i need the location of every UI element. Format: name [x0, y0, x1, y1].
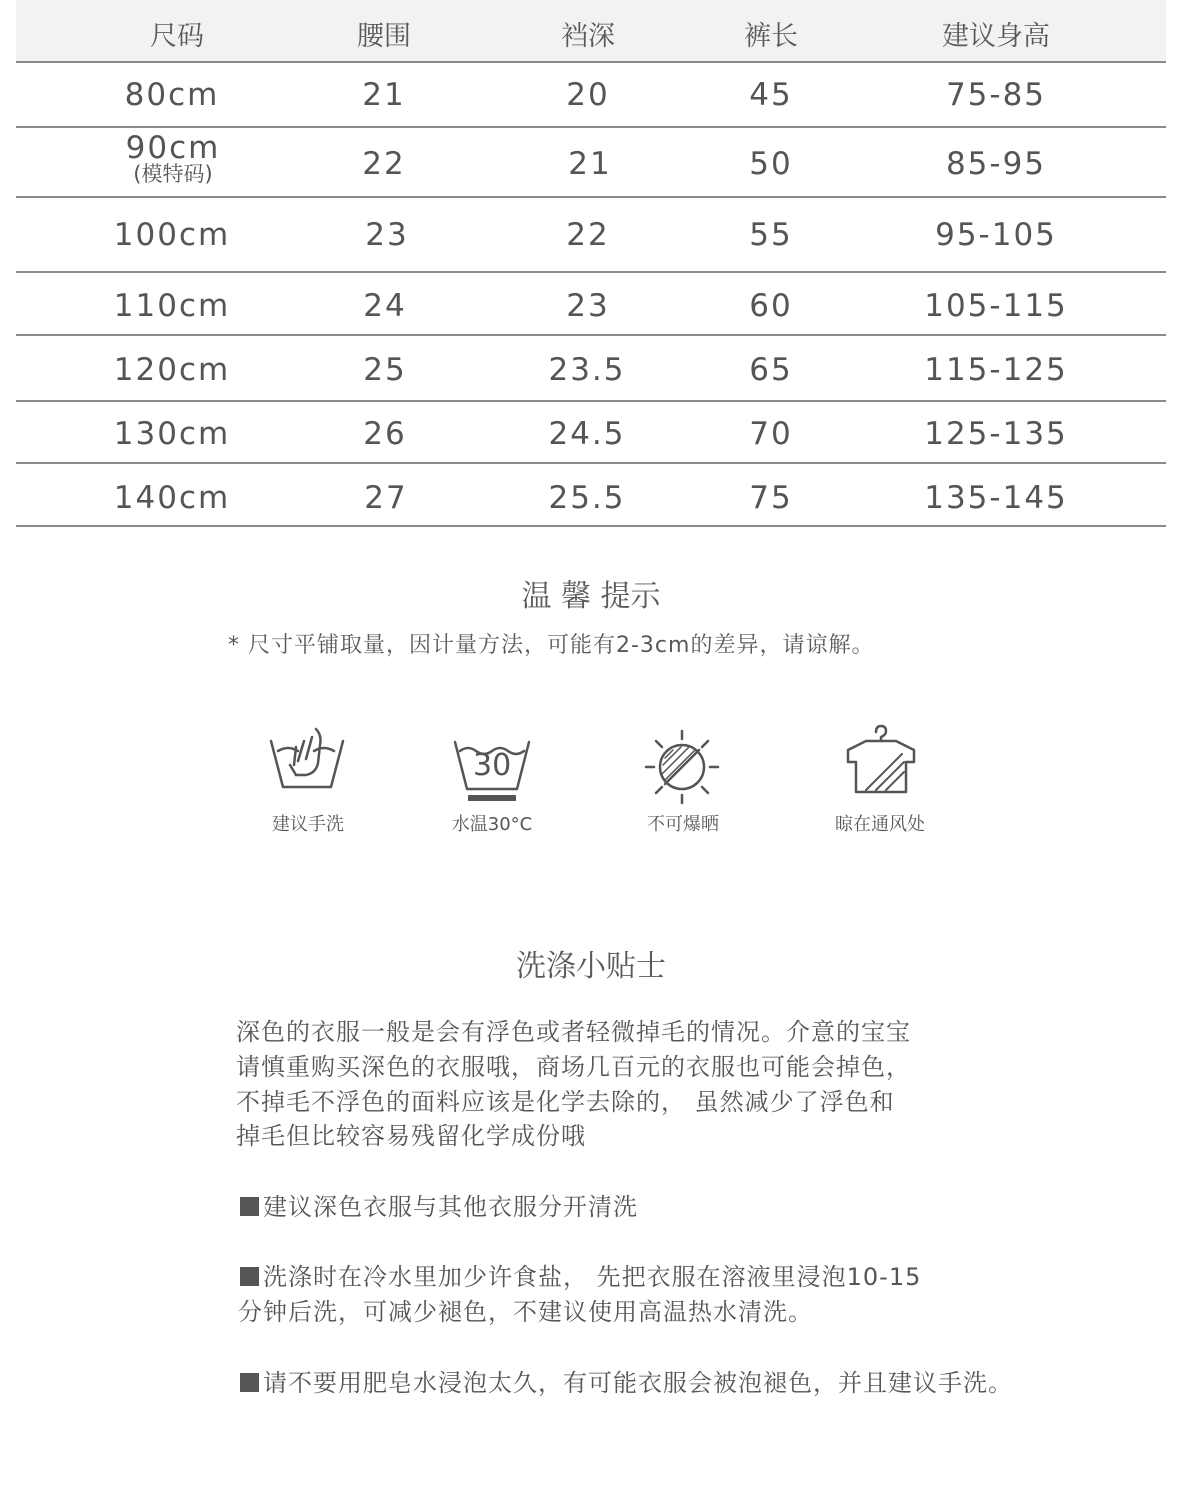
- cell-rise: 21: [568, 146, 612, 182]
- no-sun-label: 不可爆晒: [647, 814, 719, 835]
- cell-waist: 25: [363, 352, 407, 388]
- cell-height: 95-105: [935, 217, 1057, 253]
- washing-paragraph-line: 掉毛但比较容易残留化学成份哦: [236, 1122, 586, 1150]
- washing-title: 洗涤小贴士: [516, 949, 666, 984]
- table-divider: [16, 61, 1166, 63]
- washing-bullet-continuation: 分钟后洗，可减少褪色，不建议使用高温热水清洗。: [238, 1298, 813, 1326]
- cell-waist: 22: [362, 146, 406, 182]
- cell-height: 125-135: [924, 416, 1068, 452]
- cell-size: 80cm: [124, 77, 220, 113]
- washing-paragraph-line: 不掉毛不浮色的面料应该是化学去除的， 虽然减少了浮色和: [236, 1088, 895, 1116]
- wash-30-label: 水温30°C: [451, 814, 533, 835]
- cell-length: 55: [749, 217, 793, 253]
- cell-rise: 23.5: [548, 352, 626, 388]
- bullet-square-icon: [240, 1373, 259, 1392]
- tips-title: 温 馨 提示: [521, 579, 661, 614]
- cell-size: 120cm: [113, 352, 231, 388]
- cell-rise: 25.5: [548, 480, 626, 516]
- cell-size: 110cm: [113, 288, 231, 324]
- cell-size: 140cm: [113, 480, 231, 516]
- hang-dry-label: 晾在通风处: [835, 814, 925, 835]
- cell-length: 65: [749, 352, 793, 388]
- cell-size: 130cm: [113, 416, 231, 452]
- cell-waist: 24: [363, 288, 407, 324]
- header-waist: 腰围: [357, 21, 411, 52]
- cell-height: 105-115: [924, 288, 1068, 324]
- table-divider: [16, 525, 1166, 527]
- cell-waist: 21: [362, 77, 406, 113]
- washing-bullet: [240, 1259, 921, 1295]
- washing-bullet: [240, 1189, 638, 1225]
- cell-rise: 24.5: [548, 416, 626, 452]
- header-rise: 裆深: [561, 21, 615, 52]
- washing-paragraph-line: 请慎重购买深色的衣服哦，商场几百元的衣服也可能会掉色，: [236, 1053, 911, 1081]
- cell-height: 85-95: [945, 146, 1047, 182]
- bullet-square-icon: [240, 1197, 259, 1216]
- cell-waist: 23: [365, 217, 409, 253]
- table-divider: [16, 271, 1166, 273]
- cell-rise: 22: [566, 217, 610, 253]
- header-length: 裤长: [744, 21, 798, 52]
- cell-rise: 23: [566, 288, 610, 324]
- table-divider: [16, 126, 1166, 128]
- model-size-note: (模特码): [133, 162, 213, 186]
- table-divider: [16, 334, 1166, 336]
- cell-waist: 26: [363, 416, 407, 452]
- hand-wash-icon: [268, 725, 346, 791]
- washing-paragraph-line: 深色的衣服一般是会有浮色或者轻微掉毛的情况。介意的宝宝: [236, 1018, 911, 1046]
- tips-note: * 尺寸平铺取量，因计量方法，可能有2-3cm的差异，请谅解。: [228, 633, 875, 658]
- cell-height: 75-85: [945, 77, 1047, 113]
- cell-length: 70: [749, 416, 793, 452]
- washing-bullet: [240, 1365, 1013, 1401]
- header-size: 尺码: [150, 21, 204, 52]
- bullet-text: 建议深色衣服与其他衣服分开清洗: [263, 1193, 638, 1221]
- header-height: 建议身高: [942, 21, 1050, 52]
- cell-length: 60: [749, 288, 793, 324]
- table-divider: [16, 462, 1166, 464]
- hand-wash-label: 建议手洗: [272, 814, 344, 835]
- cell-length: 50: [749, 146, 793, 182]
- cell-length: 45: [749, 77, 793, 113]
- hang-dry-icon: [846, 724, 916, 794]
- cell-length: 75: [749, 480, 793, 516]
- no-sun-icon: [643, 728, 721, 806]
- cell-waist: 27: [364, 480, 408, 516]
- table-divider: [16, 400, 1166, 402]
- bullet-text: 洗涤时在冷水里加少许食盐， 先把衣服在溶液里浸泡10-15: [263, 1263, 922, 1291]
- bullet-square-icon: [240, 1267, 259, 1286]
- cell-height: 115-125: [924, 352, 1068, 388]
- cell-size: [126, 131, 221, 185]
- cell-size: 100cm: [113, 217, 231, 253]
- table-divider: [16, 196, 1166, 198]
- bullet-text: 请不要用肥皂水浸泡太久，有可能衣服会被泡褪色，并且建议手洗。: [263, 1369, 1013, 1397]
- cell-height: 135-145: [924, 480, 1068, 516]
- cell-rise: 20: [566, 77, 610, 113]
- size-value: 90cm: [125, 130, 221, 166]
- wash-temperature-value: 30: [473, 748, 512, 783]
